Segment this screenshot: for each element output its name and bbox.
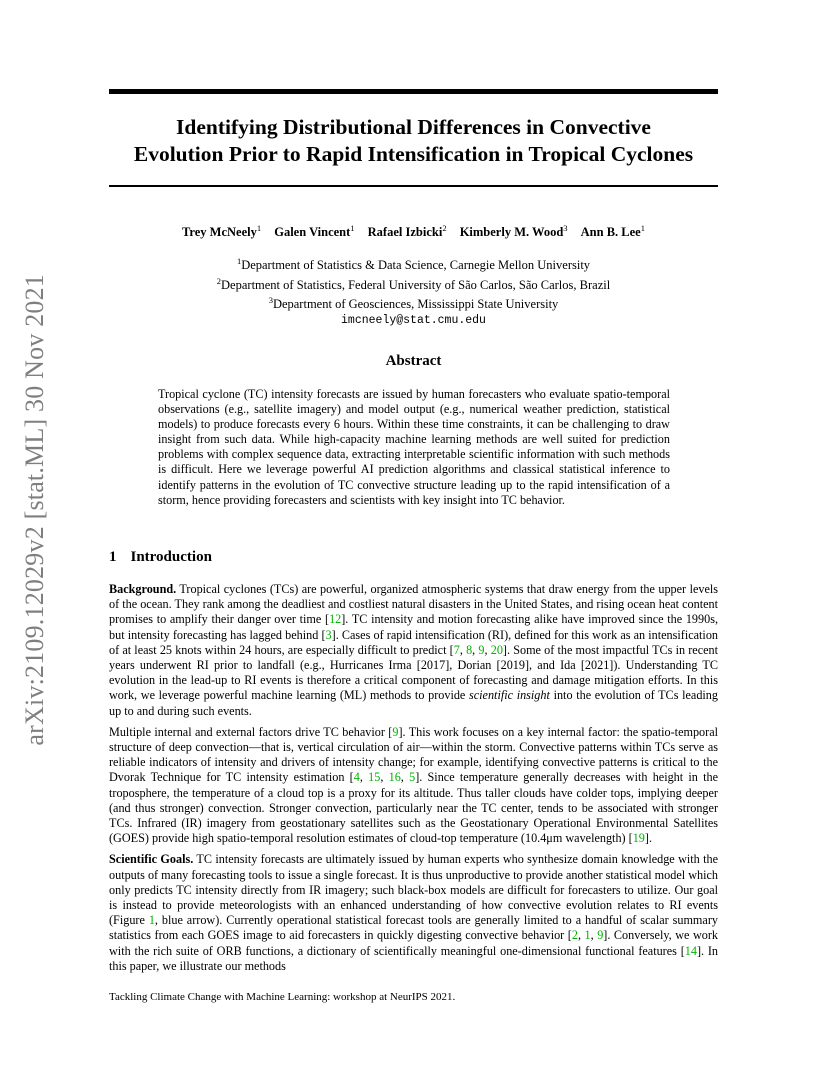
arxiv-stamp [22, 275, 48, 745]
paragraph-lead: Scientific Goals. [109, 852, 194, 867]
citation-link[interactable]: 2 [571, 928, 578, 943]
affiliation: $^3$Department of Geosciences, Mississippi State University [268, 295, 559, 312]
affiliations [109, 254, 718, 328]
section-heading [109, 549, 212, 566]
citation-link[interactable]: 16 [388, 770, 401, 785]
math-wavelength: 10.4μm [524, 831, 563, 846]
author-list [109, 223, 718, 240]
introduction-body [109, 582, 718, 980]
citation-link[interactable]: 8 [466, 642, 473, 657]
author: Rafael Izbicki$^2$ [367, 223, 447, 240]
paragraph-goals: Scientific Goals. TC intensity forecasts are ultimately issued by human experts who synthesize domain knowledge with the outputs of many forecasting tools to issue a single forecast. It is thus unproductive to provide another statistical model which only predicts TC intensity directly from IR imagery; such black-box models are difficult for forecasters to utilize. Our goal is instead to provide meteorologists with an enhanced understanding of how convective evolution relates to RI events (Figure 1, blue arrow). Currently operational statistical forecast tools are generally limited to a handful of scalar summary statistics from each GOES image to aid forecasters in quickly digesting convective behavior [2, 1, 9]. Conversely, we work with the rich suite of ORB functions, a dictionary of scientifically meaningful one-dimensional functional features [14]. In this paper, we illustrate our methods [109, 852, 718, 973]
affiliation: $^2$Department of Statistics, Federal University of São Carlos, São Carlos, Brazil [216, 275, 611, 292]
citation-link[interactable]: 9 [478, 642, 485, 657]
abstract-heading: Abstract [385, 353, 442, 369]
title-rule-bottom [109, 185, 718, 187]
citation-link[interactable]: 5 [409, 770, 416, 785]
citation-link[interactable]: 3 [325, 627, 332, 642]
author: Trey McNeely$^1$ [182, 223, 262, 240]
citation-link[interactable]: 12 [329, 612, 342, 627]
paper-title [109, 114, 718, 168]
author: Kimberly M. Wood$^3$ [459, 223, 568, 240]
contact-email[interactable]: imcneely@stat.cmu.edu [341, 313, 486, 327]
paragraph-lead: Background. [109, 582, 177, 596]
title-line-2: Evolution Prior to Rapid Intensification in Tropical Cyclones [133, 142, 694, 166]
citation-link[interactable]: 7 [453, 642, 460, 657]
paragraph-background: Background. Tropical cyclones (TCs) are powerful, organized atmospheric systems that draw energy from the upper levels of the ocean. They rank among the deadliest and costliest natural disasters in the United States, and rising ocean heat content promises to amplify their danger over time [12]. TC intensity and motion forecasting alike have improved since the 1990s, but intensity forecasting has lagged behind [3]. Cases of rapid intensification (RI), defined for this work as an intensification of at least 25 knots within 24 hours, are especially difficult to predict [7, 8, 9, 20]. Some of the most impactful TCs in recent years underwent RI prior to landfall (e.g., Hurricanes Irma [2017], Dorian [2019], and Ida [2021]). Understanding TC evolution in the lead-up to RI events is therefore a critical component of forecasting and damage mitigation efforts. In this work, we leverage powerful machine learning (ML) methods to provide scientific insight into the evolution of TCs leading up to and during such events. [109, 582, 719, 718]
citation-link[interactable]: 14 [684, 943, 697, 958]
title-line-1: Identifying Distributional Differences in Convective [176, 115, 651, 139]
citation-link[interactable]: 15 [368, 770, 381, 785]
citation-link[interactable]: 20 [490, 642, 503, 657]
title-rule-top [109, 89, 718, 94]
figure-link[interactable]: 1 [148, 913, 155, 928]
citation-link[interactable]: 4 [353, 770, 360, 785]
citation-link[interactable]: 9 [597, 928, 604, 943]
paragraph-factors: Multiple internal and external factors drive TC behavior [9]. This work focuses on a key internal factor: the spatio-temporal structure of deep convection—that is, vertical circulation of air—within the storm. Convective patterns within TCs serve as reliable indicators of intensity and drivers of intensity change; for example, identifying convective patterns is critical to the Dvorak Technique for TC intensity estimation [4, 15, 16, 5]. Since temperature generally decreases with height in the troposphere, the temperature of a cloud top is a proxy for its altitude. Thus taller clouds have colder tops, implying deeper (and thus stronger) convection. Stronger convection, particularly near the TC center, tends to be associated with stronger TCs. Infrared (IR) imagery from geostationary satellites such as the Geostationary Operational Environmental Satellites (GOES) provide high spatio-temporal resolution estimates of cloud-top temperature (10.4μm wavelength) [19]. [109, 724, 719, 846]
affiliation: $^1$Department of Statistics & Data Science, Carnegie Mellon University [236, 256, 591, 273]
venue-footnote: Tackling Climate Change with Machine Learning: workshop at NeurIPS 2021. [109, 991, 456, 1003]
citation-link[interactable]: 1 [584, 928, 591, 943]
section-title: Introduction [130, 549, 212, 565]
citation-link[interactable]: 19 [632, 831, 645, 846]
author: Galen Vincent$^1$ [274, 223, 355, 240]
section-number: 1 [109, 549, 117, 565]
author: Ann B. Lee$^1$ [580, 223, 645, 240]
arxiv-stamp-text: arXiv:2109.12029v2 [stat.ML] 30 Nov 2021 [20, 274, 49, 746]
abstract-text: Tropical cyclone (TC) intensity forecasts are issued by human forecasters who evaluate spatio-temporal observations (e.g., satellite imagery) and model output (e.g., numerical weather prediction, statistical models) to produce forecasts every 6 hours. Within these time constraints, it can be challenging to draw insight from such data. While high-capacity machine learning methods are well suited for prediction problems with complex sequence data, extracting interpretable scientific information with such methods is difficult. Here we leverage powerful AI prediction algorithms and classical statistical inference to identify patterns in the evolution of TC convective structure leading up to the rapid intensification of a storm, hence providing forecasters and scientists with key insight into TC behavior. [158, 387, 670, 507]
citation-link[interactable]: 9 [392, 724, 399, 739]
emphasis: scientific insight [469, 688, 550, 703]
